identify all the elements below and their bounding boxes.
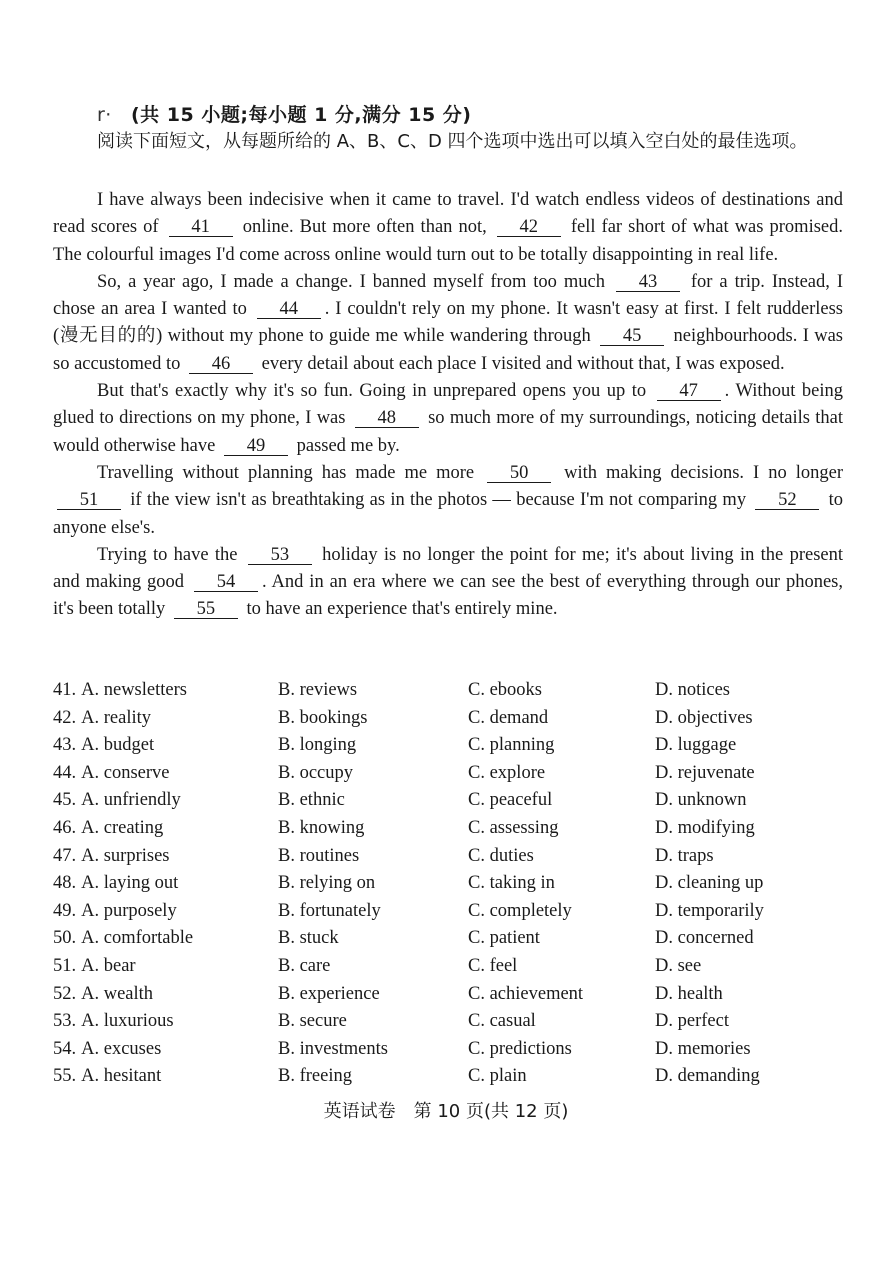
passage-text: fell far short of what was promised. The colourful images I'd come across online would turn out to be totally disappointing in real life. [53, 217, 843, 265]
blank-55: 55 [174, 600, 238, 619]
blank-52: 52 [755, 491, 819, 510]
option-a [53, 787, 278, 815]
option-a-text: A. conserve [81, 762, 170, 783]
passage-text: for a trip. Instead, I chose an area I wanted to [53, 271, 843, 320]
passage-text: . Without being glued to directions on my phone, I was [53, 381, 843, 429]
option-a-text: A. laying out [81, 873, 179, 894]
question-number: 50. [53, 928, 77, 949]
question-row [53, 925, 853, 953]
passage-paragraph [53, 460, 843, 542]
passage-text: neighbourhoods. I was so accustomed to [53, 326, 843, 374]
question-number: 41. [53, 680, 77, 700]
question-number: 49. [53, 900, 77, 921]
option-a [53, 815, 278, 843]
question-row [53, 815, 853, 843]
page-footer: 英语试卷 第 10 页(共 12 页) [323, 1101, 569, 1122]
option-a-text: A. wealth [81, 983, 154, 1004]
passage-text: to have an experience that's entirely mine. [241, 599, 558, 620]
option-a-text: A. excuses [81, 1038, 162, 1059]
option-a [53, 1008, 278, 1036]
instruction-text: 阅读下面短文，从每题所给的 A、B、C、D 四个选项中选出可以填入空白处的最佳选项。 [97, 131, 808, 152]
question-number: 54. [53, 1038, 77, 1059]
question-row [53, 732, 853, 760]
question-number: 44. [53, 762, 77, 783]
option-c: C. predictions [468, 1038, 572, 1059]
passage-text: . I couldn't rely on my phone. It wasn't easy at first. I felt rudderless (漫无目的的) without my phone to guide me while wandering through [53, 299, 844, 347]
option-b: B. routines [278, 845, 360, 866]
blank-45: 45 [600, 327, 664, 346]
section-scoring-note: (共 15 小题;每小题 1 分,满分 15 分) [131, 104, 472, 126]
passage-text: so much more of my surroundings, noticing details that would otherwise have [53, 408, 843, 456]
option-a [53, 981, 278, 1009]
passage-text: . And in an era where we can see the best of everything through our phones, it's been totally [53, 572, 843, 620]
blank-49: 49 [224, 437, 288, 456]
passage-text: holiday is no longer the point for me; it's about living in the present and making good [53, 544, 843, 593]
option-a [53, 870, 278, 898]
option-a-text: A. unfriendly [81, 790, 181, 811]
question-row [53, 981, 853, 1009]
passage-text: every detail about each place I visited and without that, I was exposed. [257, 353, 785, 374]
question-number: 46. [53, 817, 77, 838]
option-b: B. relying on [278, 873, 376, 894]
option-d: D. perfect [655, 1011, 729, 1032]
option-a-text: A. luxurious [81, 1011, 174, 1032]
option-d: D. demanding [655, 1066, 760, 1087]
option-d: D. see [655, 955, 702, 976]
option-a-text: A. purposely [81, 900, 177, 921]
question-row [53, 898, 853, 926]
passage-text: Trying to have the [97, 544, 244, 565]
option-c: C. taking in [468, 873, 555, 894]
option-d: D. unknown [655, 790, 747, 811]
option-d: D. health [655, 983, 723, 1004]
question-row [53, 1036, 853, 1064]
blank-46: 46 [189, 355, 253, 374]
question-number: 48. [53, 873, 77, 894]
question-row [53, 870, 853, 898]
passage-paragraph [53, 187, 843, 269]
blank-53: 53 [248, 546, 312, 565]
question-row [53, 787, 853, 815]
blank-41: 41 [169, 218, 233, 237]
option-d: D. rejuvenate [655, 762, 755, 783]
section-number-fragment: r· [97, 104, 112, 126]
option-b: B. occupy [278, 762, 354, 783]
option-c: C. casual [468, 1011, 536, 1032]
question-number: 45. [53, 790, 77, 811]
passage-text: to anyone else's. [53, 490, 843, 538]
option-d: D. modifying [655, 817, 755, 838]
option-b: B. secure [278, 1011, 347, 1032]
question-row [53, 843, 853, 871]
question-number: 42. [53, 707, 77, 728]
blank-47: 47 [657, 382, 721, 401]
question-row [53, 1063, 853, 1091]
passage-paragraph [53, 542, 843, 624]
passage-text: with making decisions. I no longer [555, 462, 843, 483]
option-c: C. planning [468, 735, 555, 756]
option-a [53, 843, 278, 871]
option-d: D. notices [655, 680, 731, 700]
question-row [53, 705, 853, 733]
option-a [53, 705, 278, 733]
passage-text: So, a year ago, I made a change. I banned myself from too much [97, 271, 612, 292]
question-row [53, 953, 853, 981]
passage-text: if the view isn't as breathtaking as in the photos — because I'm not comparing my [125, 490, 752, 511]
option-d: D. traps [655, 845, 714, 866]
option-a-text: A. hesitant [81, 1066, 162, 1087]
option-a-text: A. comfortable [81, 928, 194, 949]
passage-text: online. But more often than not, [236, 217, 493, 238]
option-a [53, 925, 278, 953]
option-c: C. completely [468, 900, 572, 921]
option-c: C. achievement [468, 983, 584, 1004]
section-header [97, 100, 471, 127]
option-a-text: A. bear [81, 955, 136, 976]
option-b: B. reviews [278, 680, 358, 700]
option-b: B. investments [278, 1038, 388, 1059]
question-number: 53. [53, 1011, 77, 1032]
option-b: B. freeing [278, 1066, 352, 1087]
option-c: C. ebooks [468, 680, 542, 700]
blank-54: 54 [194, 573, 258, 592]
blank-43: 43 [616, 273, 680, 292]
option-c: C. patient [468, 928, 540, 949]
question-options [53, 677, 853, 1091]
option-a [53, 732, 278, 760]
option-a-text: A. newsletters [81, 680, 187, 700]
cloze-passage [53, 187, 843, 624]
option-a [53, 898, 278, 926]
passage-paragraph [53, 269, 843, 378]
blank-50: 50 [487, 464, 551, 483]
option-b: B. longing [278, 735, 357, 756]
option-b: B. knowing [278, 817, 365, 838]
option-a-text: A. surprises [81, 845, 170, 866]
option-d: D. objectives [655, 707, 753, 728]
option-d: D. memories [655, 1038, 751, 1059]
option-a-text: A. budget [81, 735, 155, 756]
passage-text: Travelling without planning has made me more [97, 462, 484, 483]
option-a-text: A. reality [81, 707, 151, 728]
option-c: C. explore [468, 762, 546, 783]
option-d: D. luggage [655, 735, 737, 756]
option-a [53, 677, 278, 705]
question-number: 52. [53, 983, 77, 1004]
passage-text: passed me by. [291, 435, 400, 456]
blank-44: 44 [257, 300, 321, 319]
option-d: D. temporarily [655, 900, 764, 921]
option-c: C. demand [468, 707, 549, 728]
option-c: C. duties [468, 845, 534, 866]
option-a [53, 953, 278, 981]
option-d: D. concerned [655, 928, 754, 949]
option-c: C. feel [468, 955, 518, 976]
question-number: 55. [53, 1066, 77, 1087]
option-a [53, 1063, 278, 1091]
option-b: B. fortunately [278, 900, 381, 921]
option-b: B. bookings [278, 707, 368, 728]
option-a [53, 760, 278, 788]
option-b: B. stuck [278, 928, 339, 949]
option-c: C. peaceful [468, 790, 553, 811]
option-c: C. plain [468, 1066, 527, 1087]
passage-text: I have always been indecisive when it came to travel. I'd watch endless videos of destinations and read scores of [53, 190, 843, 238]
option-b: B. care [278, 955, 331, 976]
option-a [53, 1036, 278, 1064]
option-b: B. experience [278, 983, 380, 1004]
blank-48: 48 [355, 409, 419, 428]
question-number: 43. [53, 735, 77, 756]
option-a-text: A. creating [81, 817, 164, 838]
question-row [53, 760, 853, 788]
option-b: B. ethnic [278, 790, 345, 811]
question-number: 47. [53, 845, 77, 866]
question-row [53, 677, 853, 705]
blank-42: 42 [497, 218, 561, 237]
option-d: D. cleaning up [655, 873, 764, 894]
option-c: C. assessing [468, 817, 559, 838]
blank-51: 51 [57, 491, 121, 510]
passage-text: But that's exactly why it's so fun. Going in unprepared opens you up to [97, 381, 653, 402]
question-number: 51. [53, 955, 77, 976]
passage-paragraph [53, 378, 843, 460]
question-row [53, 1008, 853, 1036]
